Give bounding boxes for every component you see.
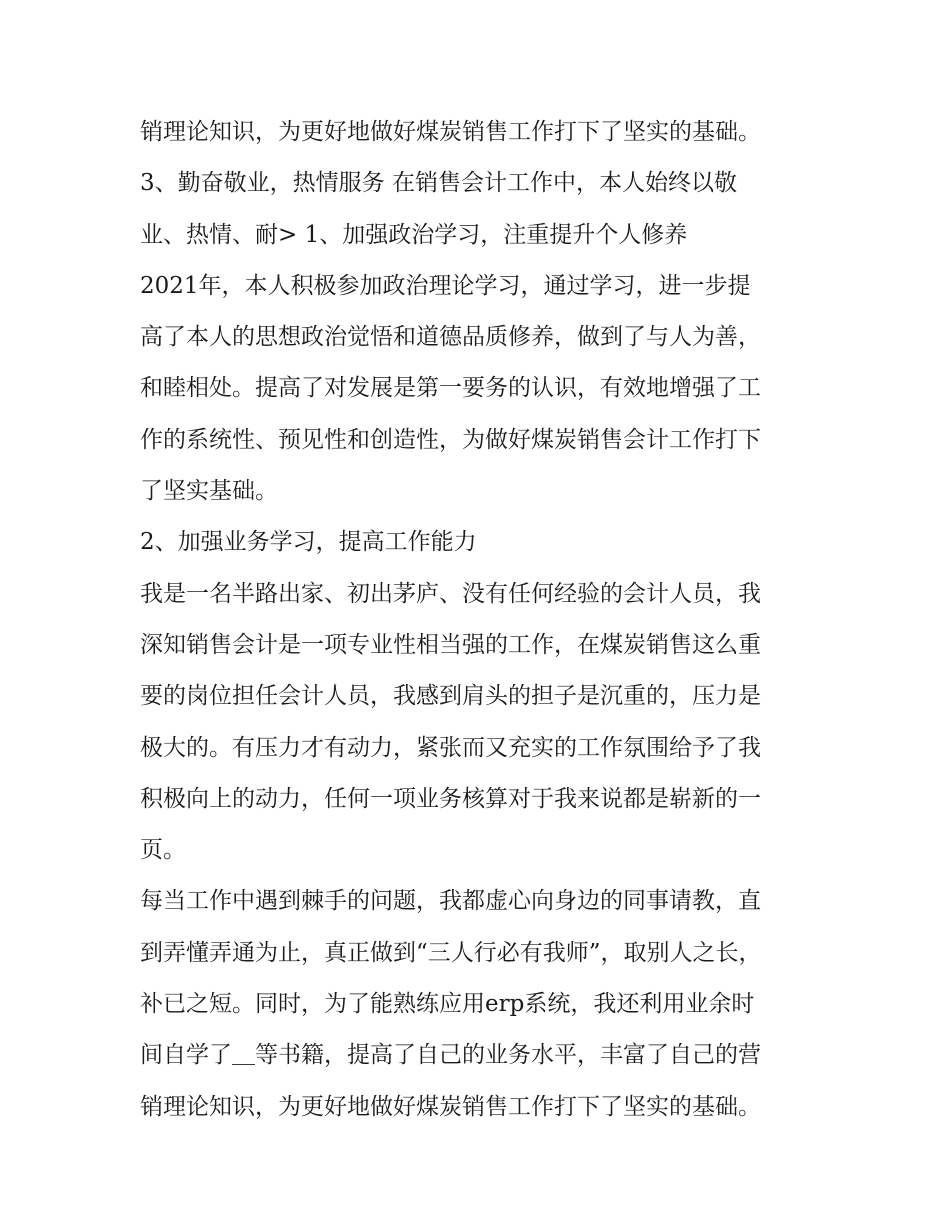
text-line: 业、热情、耐> 1、加强政治学习，注重提升个人修养 — [140, 221, 688, 248]
text-line: 和睦相处。提高了对发展是第一要务的认识，有效地增强了工 — [140, 375, 761, 402]
text-line: 销理论知识，为更好地做好煤炭销售工作打下了坚实的基础。 — [140, 119, 761, 145]
text-line: 深知销售会计是一项专业性相当强的工作，在煤炭销售这么重 — [140, 631, 761, 658]
text-line: 到弄懂弄通为止，真正做到“三人行必有我师”，取别人之长， — [140, 939, 762, 966]
text-line: 我是一名半路出家、初出茅庐、没有任何经验的会计人员，我 — [140, 580, 761, 607]
text-line: 作的系统性、预见性和创造性，为做好煤炭销售会计工作打下 — [140, 426, 761, 453]
text-line: 要的岗位担任会计人员，我感到肩头的担子是沉重的，压力是 — [140, 683, 761, 710]
text-line: 积极向上的动力，任何一项业务核算对于我来说都是崭新的一 — [140, 785, 761, 812]
text-line: 了坚实基础。 — [140, 478, 278, 505]
text-line: 2021年，本人积极参加政治理论学习，通过学习，进一步提 — [140, 272, 751, 299]
text-line: 高了本人的思想政治觉悟和道德品质修养，做到了与人为善， — [140, 324, 761, 351]
text-line: 销理论知识，为更好地做好煤炭销售工作打下了坚实的基础。 — [140, 1093, 761, 1120]
document-body — [140, 107, 820, 1133]
text-line: 极大的。有压力才有动力，紧张而又充实的工作氛围给予了我 — [140, 734, 761, 761]
text-line: 3、勤奋敬业，热情服务 在销售会计工作中，本人始终以敬 — [140, 170, 737, 197]
section-heading: 2、加强业务学习，提高工作能力 — [140, 529, 477, 556]
text-line: 补已之短。同时，为了能熟练应用erp系统，我还利用业余时 — [140, 991, 755, 1018]
text-line: 间自学了＿等书籍，提高了自己的业务水平，丰富了自己的营 — [140, 1042, 761, 1069]
text-line: 每当工作中遇到棘手的问题，我都虚心向身边的同事请教，直 — [140, 888, 761, 915]
text-line: 页。 — [140, 837, 186, 864]
